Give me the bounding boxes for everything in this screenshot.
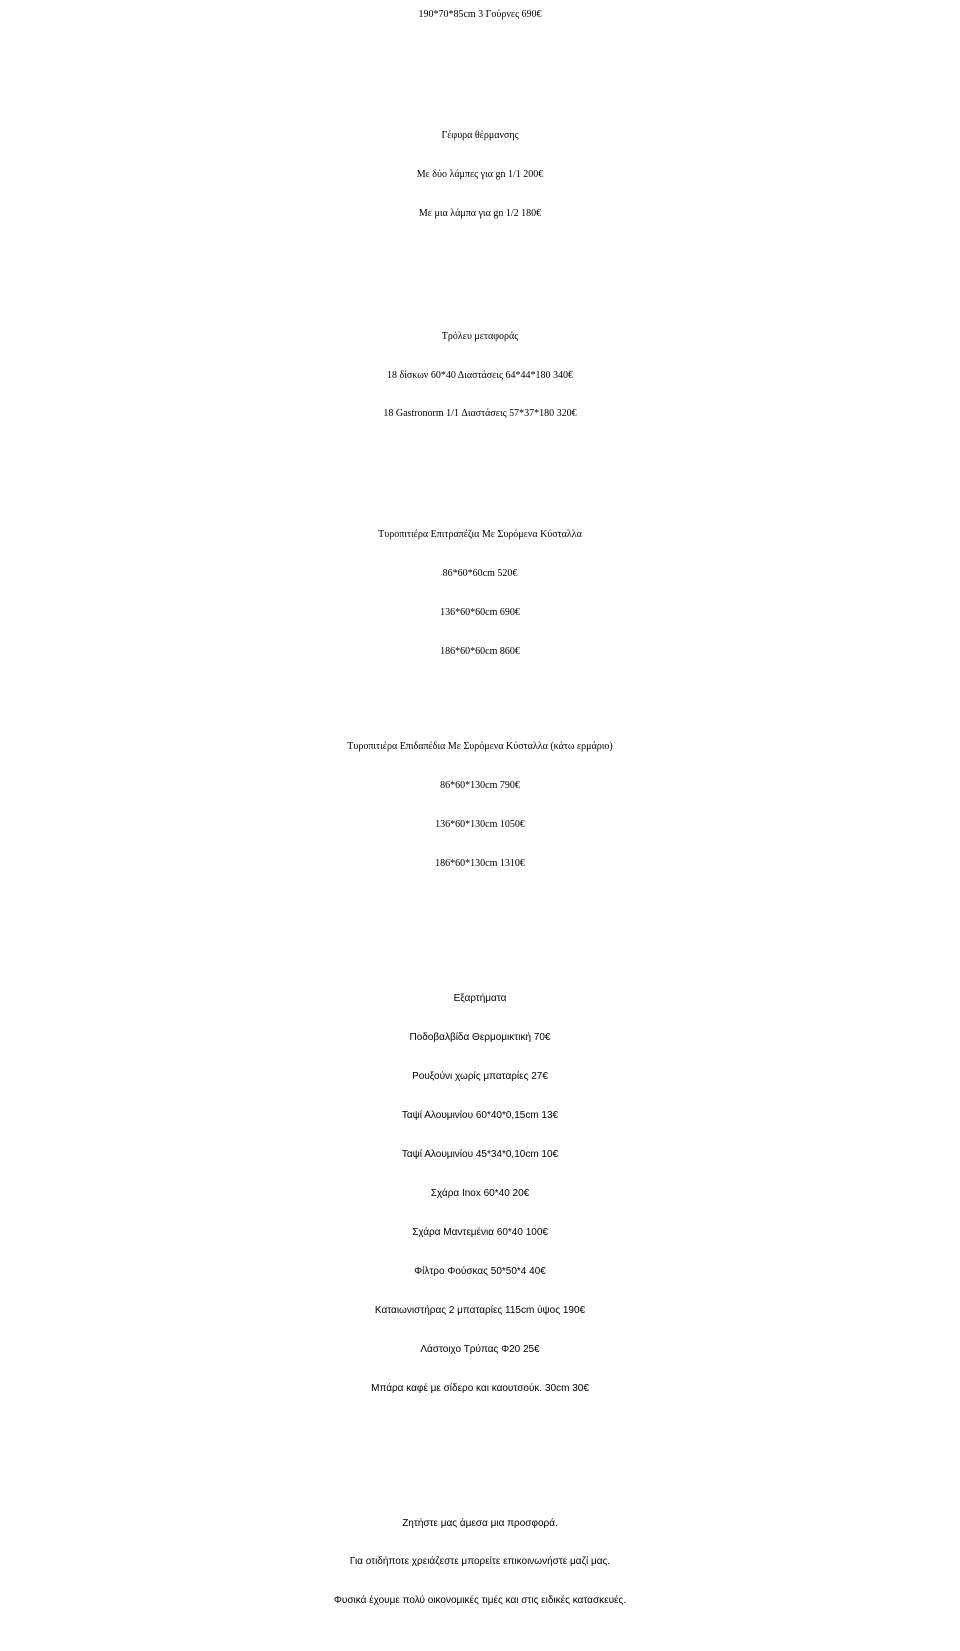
accessory-item: Ταψί Αλουμινίου 60*40*0,15cm 13€ (401, 1110, 559, 1121)
countertop-warmer-item: 86*60*60cm 520€ (442, 568, 518, 579)
floor-warmer-item: 136*60*130cm 1050€ (435, 819, 525, 830)
countertop-warmer-item: 136*60*60cm 690€ (440, 607, 520, 618)
top-price-line: 190*70*85cm 3 Γούρνες 690€ (418, 9, 542, 20)
accessory-item: Ποδοβαλβίδα Θερμομικτική 70€ (409, 1032, 551, 1043)
accessory-item: Λάστοιχο Τρύπας Φ20 25€ (420, 1344, 540, 1355)
trolley-title: Τρόλευ μεταφοράς (441, 331, 519, 342)
trolley-item: 18 Gastronorm 1/1 Διαστάσεις 57*37*180 320€ (383, 408, 577, 419)
heating-bridge-item: Με δύο λάμπες για gn 1/1 200€ (416, 169, 544, 180)
floor-warmer-title: Τυροπιτιέρα Επιδαπέδια Με Συρόμενα Κύσταλλα (κάτω ερμάριο) (347, 741, 613, 752)
accessory-item: Ρουξούνι χωρίς μπαταρίες 27€ (412, 1071, 548, 1082)
footer-line: Φυσικά έχουμε πολύ οικονομικές τιμές και στις ειδικές κατασκευές. (333, 1595, 627, 1606)
accessory-item: Ταψί Αλουμινίου 45*34*0,10cm 10€ (401, 1149, 559, 1160)
floor-warmer-item: 186*60*130cm 1310€ (435, 858, 525, 869)
accessory-item: Σχάρα Μαντεμένια 60*40 100€ (412, 1227, 548, 1238)
accessories-title: Εξαρτήματα (453, 993, 507, 1004)
footer-line: Για οτιδήποτε χρειάζεστε μπορείτε επικοινωνήστε μαζί μας. (349, 1556, 611, 1567)
floor-warmer-item: 86*60*130cm 790€ (440, 780, 520, 791)
footer-line: Ζητήστε μας άμεσα μια προσφορά. (402, 1518, 558, 1529)
accessory-item: Σχάρα Inox 60*40 20€ (430, 1188, 530, 1199)
accessory-item: Καταιωνιστήρας 2 μπαταρίες 115cm ύψος 190€ (374, 1305, 586, 1316)
trolley-item: 18 δίσκων 60*40 Διαστάσεις 64*44*180 340€ (386, 370, 574, 381)
countertop-warmer-title: Τυροπιτιέρα Επιτραπέζια Με Συρόμενα Κύσταλλα (378, 529, 582, 540)
countertop-warmer-item: 186*60*60cm 860€ (440, 646, 520, 657)
heating-bridge-item: Με μια λάμπα για gn 1/2 180€ (418, 208, 542, 219)
accessory-item: Μπάρα καφέ με σίδερο και καουτσούκ. 30cm 30€ (371, 1383, 589, 1394)
heating-bridge-title: Γέφυρα θέρμανσης (441, 130, 519, 141)
accessory-item: Φίλτρο Φούσκας 50*50*4 40€ (414, 1266, 546, 1277)
